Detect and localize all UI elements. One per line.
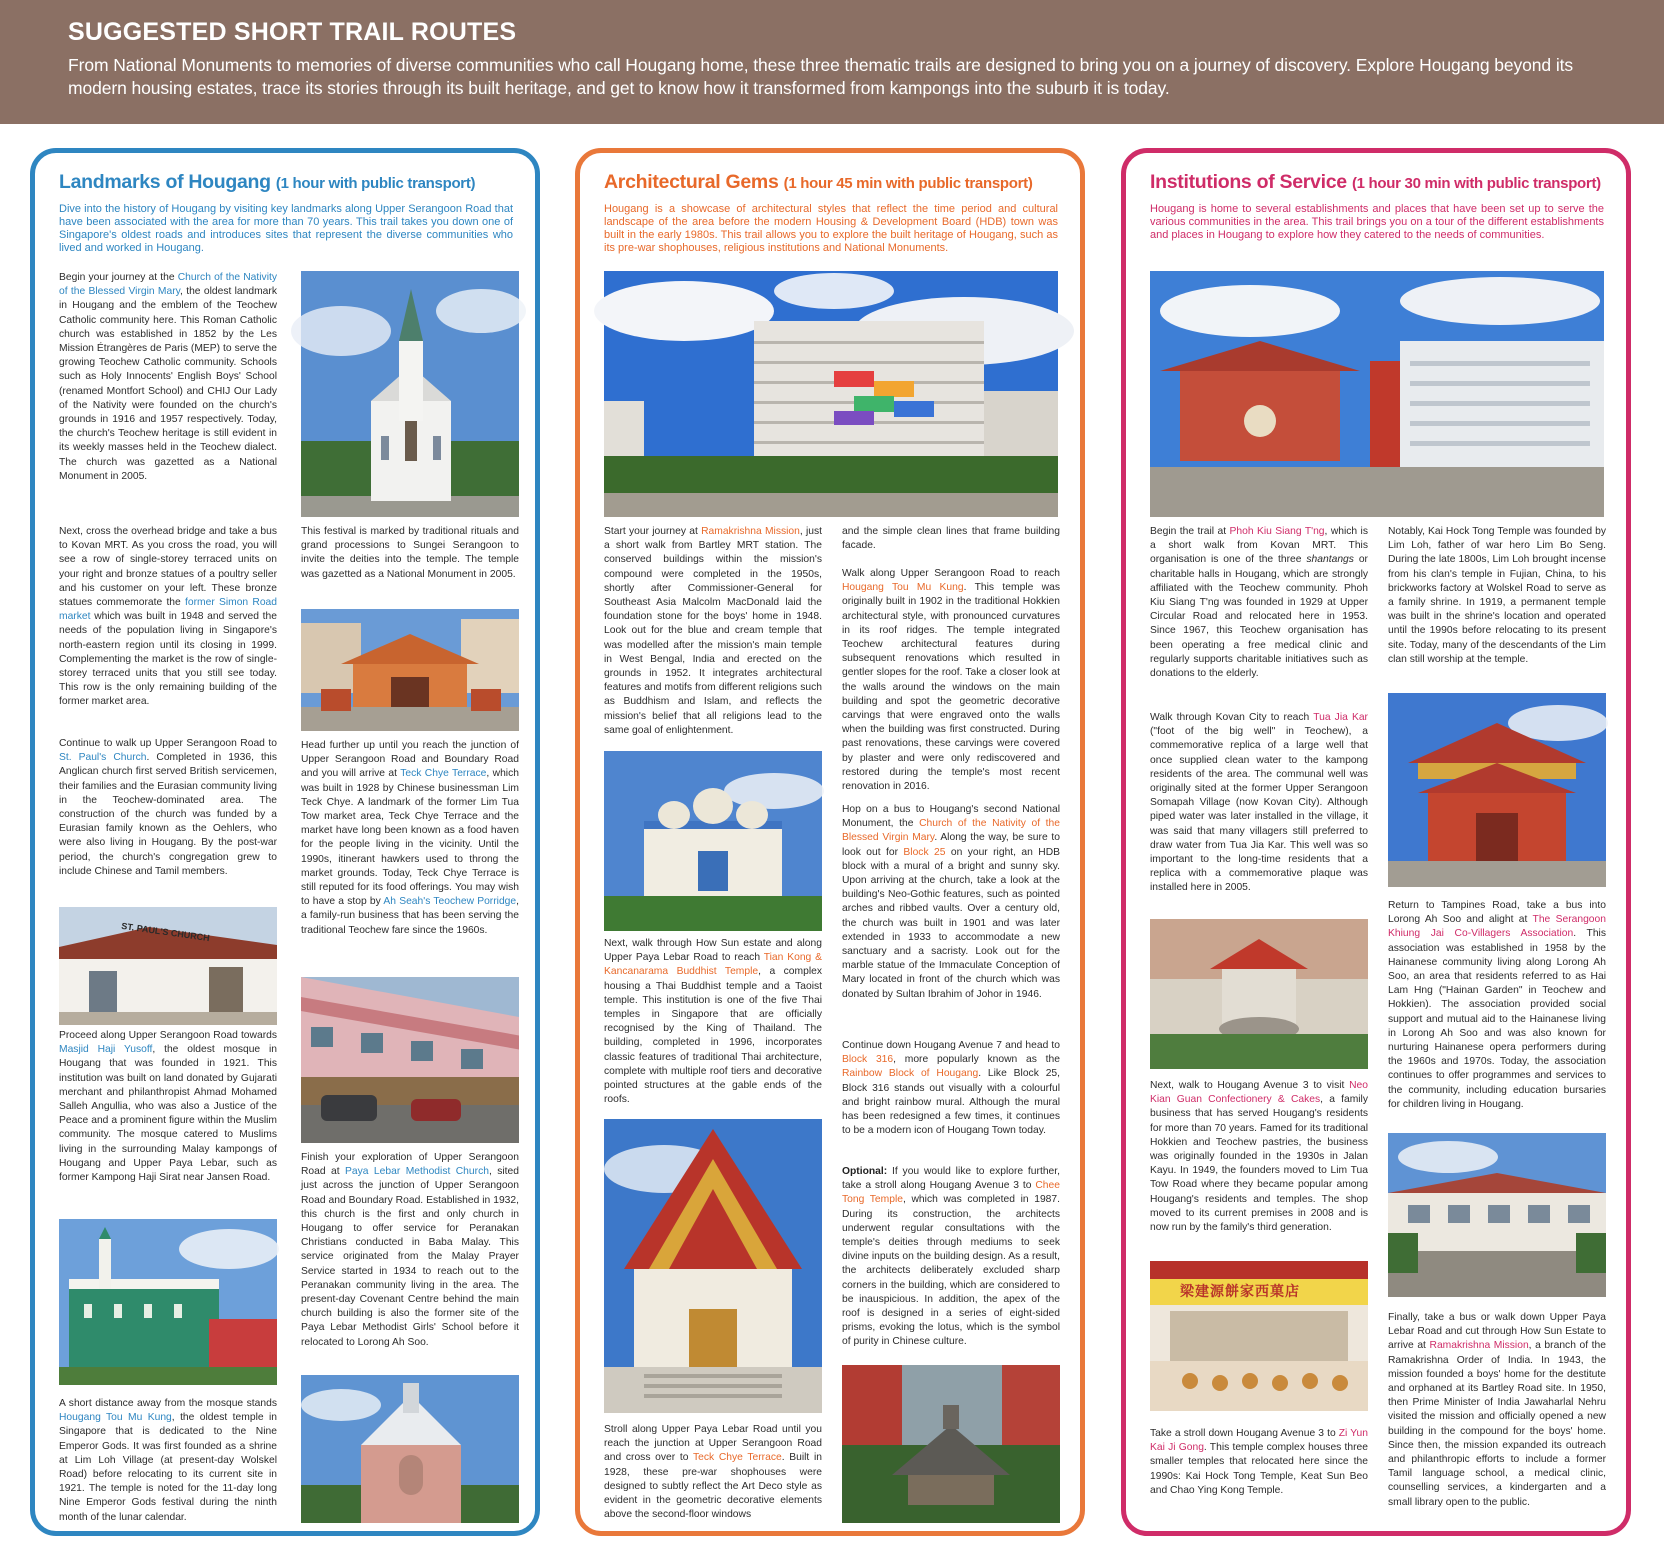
- paragraph-tou-mu-kung: A short distance away from the mosque stands Hougang Tou Mu Kung, the oldest temple in Singapore that is dedicated to the Nine Emperor Gods. It was first founded as a shrine at Lim Loh Village (at present-day Wolskel Road) before relocating to its current site in 1921. The temple is noted for the 11-day long Nine Emperor Gods festival during the ninth month of the lunar calendar.: [59, 1398, 277, 1523]
- link-khiung-jai-association[interactable]: The Serangoon Khiung Jai Co-Villagers Association: [1388, 914, 1606, 940]
- page-title: SUGGESTED SHORT TRAIL ROUTES: [68, 18, 517, 46]
- paragraph-simon-road-market: Next, cross the overhead bridge and take a bus to Kovan MRT. As you cross the road, you will see a row of single-storey terraced units on your right and bronze statues of a poultry seller and his customer on your left. These bronze statues commemorate the former Simon Road market which was built in 1948 and served the needs of the population living in Singapore's north-eastern region until its closing in 1999. Complementing the market is the row of single-storey terraced units that you still see today. This row is the only remaining building of the former market area.: [59, 526, 277, 708]
- paragraph-zi-yun: Take a stroll down Hougang Avenue 3 to Zi Yun Kai Ji Gong. This temple complex houses three smaller temples that relocated here since the 1990s: Kai Hock Tong Temple, Keat Sun Beo and Chao Ying Kong Temple.: [1150, 1428, 1368, 1496]
- link-teck-chye-terrace[interactable]: Teck Chye Terrace: [400, 768, 487, 780]
- photo-tou-mu-kung: [301, 609, 519, 731]
- link-hougang-tou-mu-kung[interactable]: Hougang Tou Mu Kung: [59, 1412, 172, 1424]
- link-simon-road-market[interactable]: former Simon Road market: [59, 597, 277, 623]
- paragraph-ramakrishna: Start your journey at Ramakrishna Mission, just a short walk from Bartley MRT station. The conserved buildings within the mission's compound were completed in the 1950s, shortly after Commissioner-General for Southeast Asia Malcolm MacDonald laid the foundation stone for the boys' home in 1948. Look out for the blue and cream temple that was modelled after the mission's main temple in West Bengal, India and erected on the grounds in 1952. It integrates architectural features and motifs from different religions such as Buddhism and Islam, and reflects the mission's belief that all religions lead to the same goal of enlightenment.: [604, 526, 822, 736]
- photo-rainbow-block: [604, 271, 1058, 517]
- photo-chee-tong-temple: [842, 1365, 1060, 1523]
- paragraph-st-pauls: Continue to walk up Upper Serangoon Road to St. Paul's Church. Completed in 1936, this Anglican church first served British servicemen, their families and the Eurasian community living in the Teochew-dominated area. The construction of the church was funded by a Eurasian family known as the Oehlers, who were also living in Hougang. By the post-war period, the church's congregation grew to include Chinese and Tamil members.: [59, 738, 277, 877]
- paragraph-chee-tong: Optional: If you would like to explore further, take a stroll along Hougang Avenue 3 to Chee Tong Temple, which was completed in 1987. During its construction, the architects underwent regular consultations with the temple's deities through mediums to seek divine inputs on the building design. As a result, the architects deliberately excluded sharp corners in the building, which are considered to be inauspicious. In addition, the apex of the roof is designed in a series of eight-sided prisms, evoking the lotus, which is the symbol of purity in Chinese culture.: [842, 1166, 1060, 1348]
- header-banner: [0, 0, 1664, 124]
- panel-institutions-of-service: [1121, 148, 1631, 1536]
- link-paya-lebar-methodist[interactable]: Paya Lebar Methodist Church: [345, 1166, 489, 1178]
- link-chee-tong-temple[interactable]: Chee Tong Temple: [842, 1180, 1060, 1206]
- link-block-25[interactable]: Block 25: [903, 846, 946, 858]
- link-tua-jia-kar[interactable]: Tua Jia Kar: [1313, 712, 1368, 723]
- link-rainbow-block[interactable]: Rainbow Block of Hougang: [842, 1068, 979, 1080]
- link-tian-kong-temple[interactable]: Tian Kong & Kancanarama Buddhist Temple: [604, 952, 822, 978]
- photo-masjid-haji-yusoff: [59, 1219, 277, 1385]
- paragraph-teck-chye: Head further up until you reach the junction of Upper Serangoon Road and Boundary Road and you will arrive at Teck Chye Terrace, which was built in 1928 by Chinese businessman Lim Teck Chye. A landmark of the former Lim Tua Tow market area, Teck Chye Terrace and the market have long been known as a food haven for the people living in the vicinity. Until the 1990s, itinerant hawkers used to throng the market grounds. Today, Teck Chye Terrace is still reputed for its food offerings. You may wish to have a stop by Ah Seah's Teochew Porridge, a family-run business that has been serving the traditional Teochew fare since the 1960s.: [301, 740, 520, 936]
- link-st-pauls-church[interactable]: St. Paul's Church: [59, 752, 147, 764]
- link-masjid-haji-yusoff[interactable]: Masjid Haji Yusoff: [59, 1044, 153, 1056]
- paragraph-phoh-kiu: Begin the trail at Phoh Kiu Siang T'ng, which is a short walk from Kovan MRT. This organisation is one of the three shantangs or charitable halls in Hougang, which are strongly affiliated with the Teochew community. Phoh Kiu Siang T'ng was founded in 1929 at Upper Circular Road and relocated here in 1953. Since 1967, this Teochew organisation has been operating a free medical clinic and regularly supports charitable initiatives such as donations to the elderly.: [1150, 526, 1368, 680]
- photo-phoh-kiu-siang-tng: [1150, 271, 1604, 517]
- panel-architectural-gems: [575, 148, 1085, 1536]
- photo-neo-kian-guan: [1150, 1261, 1368, 1411]
- photo-paya-lebar-methodist: [301, 1375, 519, 1523]
- panel-intro: Hougang is home to several establishments and places that have been set up to serve the various communities in the area. This trail brings you on a tour of the different establishments and places in Hougang to explore how they catered to the needs of communities.: [1150, 203, 1604, 241]
- link-ramakrishna-mission[interactable]: Ramakrishna Mission: [1429, 1340, 1529, 1352]
- link-ramakrishna-mission[interactable]: Ramakrishna Mission: [701, 526, 800, 537]
- paragraph-church-nativity-arch: Hop on a bus to Hougang's second National Monument, the Church of the Nativity of the Blessed Virgin Mary. Along the way, be sure to look out for Block 25 on your right, an HDB block with a mural of a bright and sunny sky. Upon arriving at the church, take a look at the building's Neo-Gothic features, such as pointed arches and ribbed vaults. Over a century old, the church was built in 1901 and was later extended in 1933 to accommodate a new sanctuary and a sacristy. Look out for the marble statue of the Immaculate Conception of Mary located in front of the church which was donated by Sultan Ibrahim of Johor in 1946.: [842, 804, 1061, 1000]
- church-sign: ST. PAUL'S CHURCH: [120, 920, 211, 944]
- photo-tua-jia-kar: [1150, 919, 1368, 1069]
- panel-landmarks-of-hougang: [30, 148, 540, 1536]
- page-intro: From National Monuments to memories of diverse communities who call Hougang home, these three thematic trails are designed to bring you on a journey of discovery. Explore Hougang beyond its modern housing estates, trace its stories through its built heritage, and get to know how it transformed from kampongs into the suburb it is today.: [68, 55, 1574, 98]
- paragraph-paya-lebar-methodist: Finish your exploration of Upper Serangoon Road at Paya Lebar Methodist Church, sited just across the junction of Upper Serangoon Road and Boundary Road. Established in 1932, this church is the first and only church in Hougang to offer service for Peranakan Christians conducted in Baba Malay. This service originated from the Malay Prayer Service started in 1934 to reach out to the Peranakan community living in the area. The present-day Covenant Centre behind the main church building is also the former site of the Paya Lebar Methodist Girls' School before it relocated to Lorong Ah Soo.: [301, 1152, 519, 1348]
- paragraph-masjid: Proceed along Upper Serangoon Road towards Masjid Haji Yusoff, the oldest mosque in Hougang that was founded in 1921. This institution was built on land donated by Gujarati merchant and philanthropist Ahmad Mohamed Salleh Angullia, who was also a Justice of the Peace and a prominent figure within the Muslim community. The mosque catered to Muslims living in the surrounding Malay kampongs of Hougang and Upper Paya Lebar, such as former Kampong Haji Sirat near Jansen Road.: [59, 1030, 278, 1184]
- link-phoh-kiu-siang-tng[interactable]: Phoh Kiu Siang T'ng: [1229, 526, 1325, 537]
- link-block-316[interactable]: Block 316: [842, 1054, 894, 1066]
- photo-ramakrishna-temple: [604, 751, 822, 931]
- link-zi-yun-kai-ji-gong[interactable]: Zi Yun Kai Ji Gong: [1150, 1428, 1368, 1454]
- panel-title: Architectural Gems (1 hour 45 min with public transport): [604, 171, 1033, 193]
- link-church-nativity[interactable]: Church of the Nativity of the Blessed Virgin Mary: [59, 272, 278, 298]
- paragraph-tua-jia-kar: Walk through Kovan City to reach Tua Jia Kar ("foot of the big well" in Teochew), a commemorative replica of a large well that once supplied clean water to the kampong residents of the area. The communal well was originally sited at the former Upper Serangoon Somapah Village (now Kovan City). Although piped water was later installed in the village, it was said that many villagers still preferred to draw water from Tua Jia Kar. This well was so important to the long-time residents that a replica with a commemorative plaque was installed here in 2005.: [1150, 712, 1368, 894]
- paragraph-teck-chye-arch: Stroll along Upper Paya Lebar Road until you reach the junction at Upper Serangoon Road and cross over to Teck Chye Terrace. Built in 1928, these pre-war shophouses were designed to subtly reflect the Art Deco style as evident in the geometric decorative elements above the second-floor windows: [604, 1424, 822, 1521]
- paragraph-khiung-jai: Return to Tampines Road, take a bus into Lorong Ah Soo and alight at The Serangoon Khiung Jai Co-Villagers Association. This association was established in 1958 by the Hainanese community living along Lorong Ah Soo, an area that residents referred to as Hai Lam Hng ("Hainan Garden" in Teochew and Hokkien). The association provided social support and mutual aid to the Hainanese living in Lorong Ah Soo and was also known for nurturing Hainanese opera performers during the 1960s and 1970s. Today, the association continues to offer programmes and services to the community, including education bursaries for children living in Hougang.: [1388, 900, 1606, 1110]
- photo-teck-chye-terrace: [301, 977, 519, 1143]
- paragraph-facade: and the simple clean lines that frame building facade.: [842, 526, 1060, 552]
- photo-khiung-jai-association: [1388, 1133, 1606, 1297]
- link-church-nativity[interactable]: Church of the Nativity of the Blessed Virgin Mary: [842, 818, 1061, 844]
- link-teck-chye-terrace[interactable]: Teck Chye Terrace: [692, 1452, 782, 1464]
- panel-title: Institutions of Service (1 hour 30 min with public transport): [1150, 171, 1601, 193]
- paragraph-festival: This festival is marked by traditional rituals and grand processions to Sungei Serangoon to invite the deities into the temple. The temple was gazetted as a National Monument in 2005.: [301, 526, 519, 580]
- photo-church-nativity: [301, 271, 519, 517]
- panel-intro: Hougang is a showcase of architectural styles that reflect the time period and cultural landscape of the area before the modern Housing & Development Board (HDB) town was built in the early 1980s. This trail allows you to explore the built heritage of Hougang, such as its pre-war shophouses, religious institutions and National Monuments.: [604, 203, 1058, 254]
- paragraph-tou-mu-kung-arch: Walk along Upper Serangoon Road to reach Hougang Tou Mu Kung. This temple was originally built in 1902 in the traditional Hokkien architectural style, with pronounced curvatures in its roof ridges. The temple integrated Teochew architectural features during subsequent renovations which resulted in gentler slopes for the roof. Take a closer look at the walls around the windows on the main building and spot the geometric decorative carvings that were engraved onto the walls when the building was first constructed. During past renovations, these carvings were covered by plaster and were only rediscovered and restored during the temple's most recent renovation in 2016.: [842, 568, 1060, 793]
- paragraph-block-316: Continue down Hougang Avenue 7 and head to Block 316, more popularly known as the Rainbow Block of Hougang. Like Block 25, Block 316 stands out visually with a colourful and bright rainbow mural. Although the mural has been redesigned a few times, it continues to be a modern icon of Hougang Town today.: [842, 1040, 1061, 1137]
- shop-sign: 梁建源餅家西菓店: [1180, 1284, 1300, 1300]
- panel-title: Landmarks of Hougang (1 hour with public transport): [59, 171, 476, 193]
- photo-zi-yun-temple: [1388, 693, 1606, 887]
- panel-intro: Dive into the history of Hougang by visiting key landmarks along Upper Serangoon Road that have been associated with the area for more than 70 years. This trail takes you down one of Singapore's oldest roads and introduces sites that represent the diverse communities who lived and worked in Hougang.: [59, 203, 513, 254]
- paragraph-kai-hock-tong: Notably, Kai Hock Tong Temple was founded by Lim Loh, father of war hero Lim Bo Seng. During the late 1800s, Lim Loh brought incense from his clan's temple in Fujian, China, to his brickworks factory at Wolskel Road to serve as a family shrine. In 1919, a permanent temple was built in the shrine's location and operated until the 1990s before relocating to its present site. Today, many of the descendants of the Lim clan still worship at the temple.: [1388, 526, 1606, 665]
- paragraph-ramakrishna-inst: Finally, take a bus or walk down Upper Paya Lebar Road and cut through How Sun Estate to arrive at Ramakrishna Mission, a branch of the Ramakrishna Order of India. In 1943, the mission founded a boys' home for the destitute and orphaned at its Bartley Road site. In 1950, then Prime Minister of India Jawaharlal Nehru visited the mission and officially opened a new building in the compound for the boys' home. Since then, the mission expanded its outreach and philanthropic efforts to include a former Tamil language school, a medical clinic, counselling services, a kindergarten and a small library open to the public.: [1388, 1312, 1606, 1508]
- paragraph-neo-kian-guan: Next, walk to Hougang Avenue 3 to visit Neo Kian Guan Confectionery & Cakes, a family business that has served Hougang's residents for more than 70 years. Famed for its traditional Hokkien and Teochew pastries, the business was originally founded in the 1930s in Jalan Kayu. In 1949, the founders moved to Lim Tua Tow Road where they became popular among Hougang's residents and temples. The shop moved to its current premises in 2008 and is now run by the family's third generation.: [1150, 1080, 1368, 1234]
- paragraph-tian-kong: Next, walk through How Sun estate and along Upper Paya Lebar Road to reach Tian Kong & Kancanarama Buddhist Temple, a complex housing a Thai Buddhist temple and a Taoist temple. This institution is one of the five Thai temples in Singapore that are officially recognised by the King of Thailand. The building, completed in 1996, incorporates classic features of traditional Thai architecture, complete with multiple roof tiers and decorative pointed structures at the gable ends of the roofs.: [604, 938, 822, 1106]
- paragraph-church-nativity: Begin your journey at the Church of the Nativity of the Blessed Virgin Mary, the oldest landmark in Hougang and the emblem of the Teochew Catholic community here. This Roman Catholic church was established in 1852 by the Les Mission Étrangères de Paris (MEP) to serve the growing Teochew Catholic community. Schools such as Holy Innocents' English Boys' School (renamed Montfort School) and CHIJ Our Lady of the Nativity were founded on the church's grounds in 1916 and 1957 respectively. Today, the church's Teochew heritage is still evident in its weekly masses held in the Teochew dialect. The church was gazetted as a National Monument in 2005.: [59, 272, 278, 482]
- link-hougang-tou-mu-kung[interactable]: Hougang Tou Mu Kung: [842, 582, 964, 594]
- link-neo-kian-guan[interactable]: Neo Kian Guan Confectionery & Cakes: [1150, 1080, 1368, 1106]
- link-ah-seah-porridge[interactable]: Ah Seah's Teochew Porridge: [383, 896, 517, 908]
- photo-st-pauls-church: [59, 907, 277, 1025]
- photo-thai-temple: [604, 1119, 822, 1413]
